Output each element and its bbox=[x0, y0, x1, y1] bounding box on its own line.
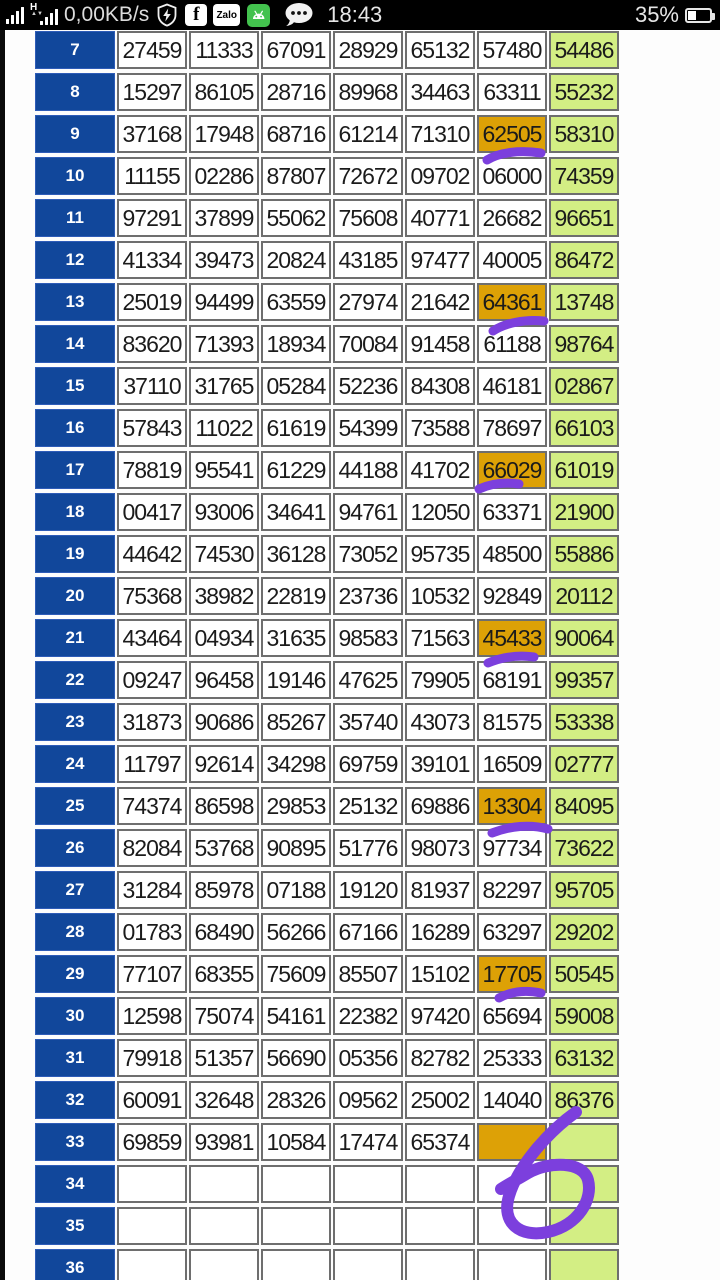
number-cell: 93981 bbox=[189, 1123, 259, 1161]
table-row bbox=[35, 787, 619, 825]
number-cell: 97291 bbox=[117, 199, 187, 237]
number-cell: 17948 bbox=[189, 115, 259, 153]
row-header: 18 bbox=[35, 493, 115, 531]
number-cell: 22382 bbox=[333, 997, 403, 1035]
table-row bbox=[35, 493, 619, 531]
number-cell: 75074 bbox=[189, 997, 259, 1035]
number-cell: 82782 bbox=[405, 1039, 475, 1077]
table-row bbox=[35, 1165, 619, 1203]
number-cell bbox=[261, 1165, 331, 1203]
number-cell: 44642 bbox=[117, 535, 187, 573]
row-header: 12 bbox=[35, 241, 115, 279]
number-cell: 90686 bbox=[189, 703, 259, 741]
number-cell: 54161 bbox=[261, 997, 331, 1035]
android-app-icon bbox=[246, 3, 271, 28]
number-cell: 68490 bbox=[189, 913, 259, 951]
number-cell: 31873 bbox=[117, 703, 187, 741]
number-cell bbox=[261, 1207, 331, 1245]
number-cell: 59008 bbox=[549, 997, 619, 1035]
number-cell: 04934 bbox=[189, 619, 259, 657]
number-cell: 66103 bbox=[549, 409, 619, 447]
number-table-body bbox=[35, 31, 619, 1280]
number-cell: 39101 bbox=[405, 745, 475, 783]
number-cell: 78697 bbox=[477, 409, 547, 447]
number-cell: 43073 bbox=[405, 703, 475, 741]
number-cell: 52236 bbox=[333, 367, 403, 405]
row-header: 30 bbox=[35, 997, 115, 1035]
table-row bbox=[35, 115, 619, 153]
highlighted-number-cell: 45433 bbox=[477, 619, 547, 657]
number-cell: 63371 bbox=[477, 493, 547, 531]
screen-left-edge bbox=[0, 30, 5, 1280]
highlighted-number-cell: 62505 bbox=[477, 115, 547, 153]
number-cell: 21642 bbox=[405, 283, 475, 321]
number-cell: 93006 bbox=[189, 493, 259, 531]
number-cell: 69886 bbox=[405, 787, 475, 825]
number-cell: 43185 bbox=[333, 241, 403, 279]
number-cell: 96458 bbox=[189, 661, 259, 699]
number-cell: 63559 bbox=[261, 283, 331, 321]
chat-bubble-icon bbox=[283, 2, 315, 28]
number-cell: 27459 bbox=[117, 31, 187, 69]
row-header: 8 bbox=[35, 73, 115, 111]
number-cell: 85978 bbox=[189, 871, 259, 909]
table-row bbox=[35, 535, 619, 573]
number-cell: 07188 bbox=[261, 871, 331, 909]
table-row bbox=[35, 997, 619, 1035]
number-cell: 84095 bbox=[549, 787, 619, 825]
number-cell: 46181 bbox=[477, 367, 547, 405]
number-cell bbox=[333, 1207, 403, 1245]
number-cell: 02867 bbox=[549, 367, 619, 405]
number-cell: 73622 bbox=[549, 829, 619, 867]
number-cell: 86376 bbox=[549, 1081, 619, 1119]
number-cell: 28716 bbox=[261, 73, 331, 111]
number-cell: 11797 bbox=[117, 745, 187, 783]
number-cell bbox=[189, 1165, 259, 1203]
number-cell bbox=[549, 1249, 619, 1280]
number-cell: 86472 bbox=[549, 241, 619, 279]
number-cell: 92614 bbox=[189, 745, 259, 783]
number-cell bbox=[405, 1165, 475, 1203]
number-cell bbox=[189, 1249, 259, 1280]
number-cell bbox=[477, 1249, 547, 1280]
number-cell: 00417 bbox=[117, 493, 187, 531]
number-cell: 97420 bbox=[405, 997, 475, 1035]
highlighted-number-cell: 66029 bbox=[477, 451, 547, 489]
number-cell: 41334 bbox=[117, 241, 187, 279]
row-header: 22 bbox=[35, 661, 115, 699]
table-row bbox=[35, 619, 619, 657]
number-cell: 83620 bbox=[117, 325, 187, 363]
row-header: 24 bbox=[35, 745, 115, 783]
number-cell: 51776 bbox=[333, 829, 403, 867]
table-row bbox=[35, 157, 619, 195]
number-cell bbox=[549, 1207, 619, 1245]
row-header: 31 bbox=[35, 1039, 115, 1077]
number-cell: 95705 bbox=[549, 871, 619, 909]
facebook-letter: f bbox=[193, 4, 200, 25]
facebook-icon bbox=[185, 4, 207, 26]
number-cell bbox=[549, 1123, 619, 1161]
number-cell: 34298 bbox=[261, 745, 331, 783]
number-cell bbox=[477, 1165, 547, 1203]
number-cell: 56266 bbox=[261, 913, 331, 951]
number-cell: 37899 bbox=[189, 199, 259, 237]
number-cell: 37168 bbox=[117, 115, 187, 153]
results-scroll-area[interactable] bbox=[33, 27, 621, 1280]
highlighted-number-cell: 17705 bbox=[477, 955, 547, 993]
number-cell: 87807 bbox=[261, 157, 331, 195]
row-header: 25 bbox=[35, 787, 115, 825]
number-cell: 96651 bbox=[549, 199, 619, 237]
number-cell: 99357 bbox=[549, 661, 619, 699]
row-header: 29 bbox=[35, 955, 115, 993]
number-cell: 86105 bbox=[189, 73, 259, 111]
table-row bbox=[35, 367, 619, 405]
number-cell: 94499 bbox=[189, 283, 259, 321]
number-cell: 05284 bbox=[261, 367, 331, 405]
row-header: 13 bbox=[35, 283, 115, 321]
data-arrows-icon: ▲▼ bbox=[31, 11, 43, 17]
number-cell: 53768 bbox=[189, 829, 259, 867]
number-cell: 36128 bbox=[261, 535, 331, 573]
number-cell: 13748 bbox=[549, 283, 619, 321]
number-cell: 74530 bbox=[189, 535, 259, 573]
number-cell: 63297 bbox=[477, 913, 547, 951]
number-cell: 40771 bbox=[405, 199, 475, 237]
number-cell bbox=[405, 1249, 475, 1280]
number-cell: 56690 bbox=[261, 1039, 331, 1077]
row-header: 34 bbox=[35, 1165, 115, 1203]
table-row bbox=[35, 325, 619, 363]
number-cell: 11022 bbox=[189, 409, 259, 447]
number-cell: 94761 bbox=[333, 493, 403, 531]
number-cell: 78819 bbox=[117, 451, 187, 489]
number-cell: 15102 bbox=[405, 955, 475, 993]
number-cell bbox=[117, 1207, 187, 1245]
number-cell: 26682 bbox=[477, 199, 547, 237]
row-header: 11 bbox=[35, 199, 115, 237]
number-cell: 34641 bbox=[261, 493, 331, 531]
table-row bbox=[35, 829, 619, 867]
number-cell: 35740 bbox=[333, 703, 403, 741]
table-row bbox=[35, 955, 619, 993]
number-cell: 21900 bbox=[549, 493, 619, 531]
number-cell: 84308 bbox=[405, 367, 475, 405]
number-cell: 65132 bbox=[405, 31, 475, 69]
number-cell: 38982 bbox=[189, 577, 259, 615]
battery-icon bbox=[685, 8, 712, 23]
number-cell: 97734 bbox=[477, 829, 547, 867]
number-cell: 09247 bbox=[117, 661, 187, 699]
row-header: 26 bbox=[35, 829, 115, 867]
number-cell: 70084 bbox=[333, 325, 403, 363]
number-cell: 29853 bbox=[261, 787, 331, 825]
number-cell: 98073 bbox=[405, 829, 475, 867]
number-cell: 69859 bbox=[117, 1123, 187, 1161]
row-header: 17 bbox=[35, 451, 115, 489]
number-cell: 63132 bbox=[549, 1039, 619, 1077]
number-cell: 63311 bbox=[477, 73, 547, 111]
number-cell bbox=[333, 1249, 403, 1280]
table-row bbox=[35, 451, 619, 489]
number-cell: 14040 bbox=[477, 1081, 547, 1119]
table-row bbox=[35, 1081, 619, 1119]
highlighted-number-cell: 64361 bbox=[477, 283, 547, 321]
row-header: 35 bbox=[35, 1207, 115, 1245]
lottery-results-table bbox=[33, 27, 621, 1280]
number-cell: 61019 bbox=[549, 451, 619, 489]
number-cell: 28929 bbox=[333, 31, 403, 69]
number-cell: 79905 bbox=[405, 661, 475, 699]
number-cell: 61619 bbox=[261, 409, 331, 447]
number-cell: 61188 bbox=[477, 325, 547, 363]
table-row bbox=[35, 73, 619, 111]
number-cell: 68355 bbox=[189, 955, 259, 993]
highlighted-number-cell bbox=[477, 1123, 547, 1161]
number-cell: 31765 bbox=[189, 367, 259, 405]
number-cell: 55062 bbox=[261, 199, 331, 237]
row-header: 19 bbox=[35, 535, 115, 573]
number-cell: 81575 bbox=[477, 703, 547, 741]
number-cell: 11155 bbox=[117, 157, 187, 195]
number-cell: 73588 bbox=[405, 409, 475, 447]
table-row bbox=[35, 661, 619, 699]
number-cell: 19146 bbox=[261, 661, 331, 699]
number-cell: 60091 bbox=[117, 1081, 187, 1119]
number-cell: 71563 bbox=[405, 619, 475, 657]
table-row bbox=[35, 577, 619, 615]
number-cell: 55232 bbox=[549, 73, 619, 111]
number-cell: 10584 bbox=[261, 1123, 331, 1161]
number-cell bbox=[477, 1207, 547, 1245]
row-header: 14 bbox=[35, 325, 115, 363]
number-cell: 95541 bbox=[189, 451, 259, 489]
number-cell: 43464 bbox=[117, 619, 187, 657]
number-cell: 85507 bbox=[333, 955, 403, 993]
number-cell: 34463 bbox=[405, 73, 475, 111]
number-cell: 09702 bbox=[405, 157, 475, 195]
number-cell: 89968 bbox=[333, 73, 403, 111]
number-cell: 92849 bbox=[477, 577, 547, 615]
number-cell: 25132 bbox=[333, 787, 403, 825]
number-cell: 09562 bbox=[333, 1081, 403, 1119]
row-header: 15 bbox=[35, 367, 115, 405]
table-row bbox=[35, 283, 619, 321]
table-row bbox=[35, 703, 619, 741]
number-cell: 67091 bbox=[261, 31, 331, 69]
row-header: 16 bbox=[35, 409, 115, 447]
number-cell: 68716 bbox=[261, 115, 331, 153]
number-cell: 82297 bbox=[477, 871, 547, 909]
number-cell bbox=[405, 1207, 475, 1245]
number-cell: 77107 bbox=[117, 955, 187, 993]
number-cell: 97477 bbox=[405, 241, 475, 279]
number-cell: 31284 bbox=[117, 871, 187, 909]
number-cell bbox=[117, 1165, 187, 1203]
number-cell: 40005 bbox=[477, 241, 547, 279]
table-row bbox=[35, 241, 619, 279]
number-cell: 37110 bbox=[117, 367, 187, 405]
battery-percent-text: 35% bbox=[634, 2, 679, 27]
number-cell: 58310 bbox=[549, 115, 619, 153]
number-cell: 54486 bbox=[549, 31, 619, 69]
number-cell: 65694 bbox=[477, 997, 547, 1035]
row-header: 21 bbox=[35, 619, 115, 657]
number-cell: 44188 bbox=[333, 451, 403, 489]
number-cell: 25333 bbox=[477, 1039, 547, 1077]
table-row bbox=[35, 31, 619, 69]
number-cell: 74374 bbox=[117, 787, 187, 825]
number-cell: 05356 bbox=[333, 1039, 403, 1077]
number-cell: 29202 bbox=[549, 913, 619, 951]
number-cell: 12598 bbox=[117, 997, 187, 1035]
number-cell: 74359 bbox=[549, 157, 619, 195]
table-row bbox=[35, 1123, 619, 1161]
number-cell: 20824 bbox=[261, 241, 331, 279]
number-cell: 01783 bbox=[117, 913, 187, 951]
number-cell: 18934 bbox=[261, 325, 331, 363]
table-row bbox=[35, 913, 619, 951]
number-cell: 81937 bbox=[405, 871, 475, 909]
status-bar bbox=[0, 0, 720, 30]
number-cell: 82084 bbox=[117, 829, 187, 867]
number-cell: 23736 bbox=[333, 577, 403, 615]
number-cell: 71393 bbox=[189, 325, 259, 363]
number-cell: 10532 bbox=[405, 577, 475, 615]
number-cell: 50545 bbox=[549, 955, 619, 993]
number-cell: 16289 bbox=[405, 913, 475, 951]
signal-bars-icon bbox=[6, 6, 24, 24]
number-cell: 69759 bbox=[333, 745, 403, 783]
shield-bolt-icon bbox=[155, 3, 179, 27]
number-cell bbox=[261, 1249, 331, 1280]
number-cell: 95735 bbox=[405, 535, 475, 573]
number-cell: 25019 bbox=[117, 283, 187, 321]
row-header: 7 bbox=[35, 31, 115, 69]
number-cell: 48500 bbox=[477, 535, 547, 573]
number-cell: 16509 bbox=[477, 745, 547, 783]
zalo-letter: Zalo bbox=[216, 9, 238, 21]
number-cell: 61229 bbox=[261, 451, 331, 489]
number-cell: 39473 bbox=[189, 241, 259, 279]
row-header: 10 bbox=[35, 157, 115, 195]
number-cell: 85267 bbox=[261, 703, 331, 741]
number-cell: 41702 bbox=[405, 451, 475, 489]
number-cell: 79918 bbox=[117, 1039, 187, 1077]
number-cell: 25002 bbox=[405, 1081, 475, 1119]
number-cell: 22819 bbox=[261, 577, 331, 615]
number-cell: 11333 bbox=[189, 31, 259, 69]
number-cell: 54399 bbox=[333, 409, 403, 447]
table-row bbox=[35, 1249, 619, 1280]
row-header: 9 bbox=[35, 115, 115, 153]
number-cell: 75608 bbox=[333, 199, 403, 237]
number-cell: 90895 bbox=[261, 829, 331, 867]
number-cell: 12050 bbox=[405, 493, 475, 531]
number-cell: 51357 bbox=[189, 1039, 259, 1077]
zalo-icon bbox=[213, 4, 240, 26]
clock-text: 18:43 bbox=[327, 2, 383, 27]
number-cell: 47625 bbox=[333, 661, 403, 699]
number-cell: 19120 bbox=[333, 871, 403, 909]
network-speed-text: 0,00KB/s bbox=[64, 3, 150, 26]
number-cell: 55886 bbox=[549, 535, 619, 573]
table-row bbox=[35, 1039, 619, 1077]
row-header: 33 bbox=[35, 1123, 115, 1161]
table-row bbox=[35, 1207, 619, 1245]
number-cell bbox=[333, 1165, 403, 1203]
number-cell: 98583 bbox=[333, 619, 403, 657]
row-header: 27 bbox=[35, 871, 115, 909]
number-cell bbox=[189, 1207, 259, 1245]
number-cell: 17474 bbox=[333, 1123, 403, 1161]
network-type-label: H bbox=[30, 2, 38, 13]
number-cell: 68191 bbox=[477, 661, 547, 699]
number-cell: 98764 bbox=[549, 325, 619, 363]
number-cell: 32648 bbox=[189, 1081, 259, 1119]
number-cell: 75609 bbox=[261, 955, 331, 993]
table-row bbox=[35, 409, 619, 447]
number-cell: 86598 bbox=[189, 787, 259, 825]
number-cell: 31635 bbox=[261, 619, 331, 657]
row-header: 28 bbox=[35, 913, 115, 951]
number-cell: 90064 bbox=[549, 619, 619, 657]
number-cell: 71310 bbox=[405, 115, 475, 153]
number-cell: 75368 bbox=[117, 577, 187, 615]
number-cell: 20112 bbox=[549, 577, 619, 615]
number-cell: 27974 bbox=[333, 283, 403, 321]
number-cell: 28326 bbox=[261, 1081, 331, 1119]
number-cell: 65374 bbox=[405, 1123, 475, 1161]
signal-h-icon bbox=[30, 2, 58, 25]
number-cell: 91458 bbox=[405, 325, 475, 363]
number-cell bbox=[549, 1165, 619, 1203]
highlighted-number-cell: 13304 bbox=[477, 787, 547, 825]
number-cell bbox=[117, 1249, 187, 1280]
number-cell: 72672 bbox=[333, 157, 403, 195]
table-row bbox=[35, 871, 619, 909]
number-cell: 02286 bbox=[189, 157, 259, 195]
row-header: 32 bbox=[35, 1081, 115, 1119]
number-cell: 67166 bbox=[333, 913, 403, 951]
number-cell: 06000 bbox=[477, 157, 547, 195]
number-cell: 57480 bbox=[477, 31, 547, 69]
number-cell: 73052 bbox=[333, 535, 403, 573]
number-cell: 02777 bbox=[549, 745, 619, 783]
row-header: 20 bbox=[35, 577, 115, 615]
row-header: 36 bbox=[35, 1249, 115, 1280]
number-cell: 53338 bbox=[549, 703, 619, 741]
table-row bbox=[35, 745, 619, 783]
row-header: 23 bbox=[35, 703, 115, 741]
table-row bbox=[35, 199, 619, 237]
number-cell: 57843 bbox=[117, 409, 187, 447]
number-cell: 15297 bbox=[117, 73, 187, 111]
number-cell: 61214 bbox=[333, 115, 403, 153]
